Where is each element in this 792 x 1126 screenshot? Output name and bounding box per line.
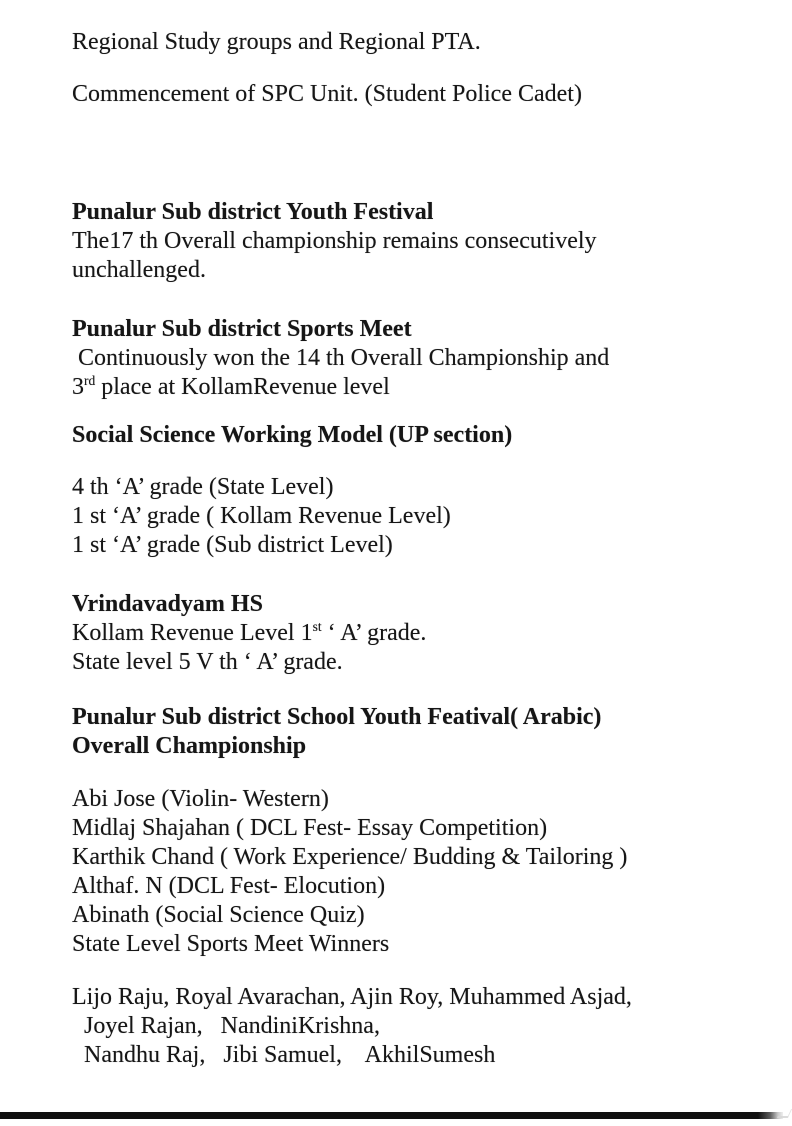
blank-line <box>72 109 762 198</box>
text-line: 1 st ‘A’ grade ( Kollam Revenue Level) <box>72 503 451 529</box>
text-line: 1 st ‘A’ grade (Sub district Level) <box>72 532 393 558</box>
ordinal-superscript: st <box>312 619 322 634</box>
bottom-border-bar <box>0 1112 783 1119</box>
text-line: State level 5 V th ‘ A’ grade. <box>72 649 343 675</box>
heading-line: Punalur Sub district Youth Festival <box>72 199 434 225</box>
text-line: Joyel Rajan, NandiniKrishna, <box>72 1013 380 1039</box>
text-line: Abi Jose (Violin- Western) <box>72 786 329 812</box>
heading-line: Vrindavadyam HS <box>72 591 263 617</box>
blank-line <box>72 402 762 421</box>
text-line: Lijo Raju, Royal Avarachan, Ajin Roy, Muhammed Asjad, <box>72 984 632 1010</box>
bottom-right-scan-mark <box>777 1109 792 1118</box>
text-line: Midlaj Shajahan ( DCL Fest- Essay Competition) <box>72 815 548 841</box>
heading-line: Punalur Sub district Sports Meet <box>72 316 412 342</box>
text-line: Regional Study groups and Regional PTA. <box>72 29 481 55</box>
text-line: Nandhu Raj, Jibi Samuel, AkhilSumesh <box>72 1042 496 1068</box>
text-line: Abinath (Social Science Quiz) <box>72 902 365 928</box>
text-line <box>72 619 762 648</box>
text-line: Commencement of SPC Unit. (Student Police Cadet) <box>72 81 582 107</box>
heading-line: Social Science Working Model (UP section) <box>72 422 513 448</box>
text-line <box>72 373 762 402</box>
text-line: Althaf. N (DCL Fest- Elocution) <box>72 873 386 899</box>
text-line: 4 th ‘A’ grade (State Level) <box>72 474 334 500</box>
text-segment: Kollam Revenue Level 1 <box>72 620 313 646</box>
text-segment: place at KollamRevenue level <box>95 374 390 400</box>
ordinal-superscript: rd <box>84 373 96 388</box>
blank-line <box>72 959 762 983</box>
text-line: State Level Sports Meet Winners <box>72 931 390 957</box>
blank-line <box>72 285 762 315</box>
heading-line: Punalur Sub district School Youth Featival( Arabic) <box>72 704 602 730</box>
text-line: unchallenged. <box>72 257 206 283</box>
blank-line <box>72 677 762 703</box>
text-line: Continuously won the 14 th Overall Championship and <box>72 345 610 371</box>
text-segment: ‘ A’ grade. <box>321 620 427 646</box>
blank-line <box>72 761 762 785</box>
blank-line <box>72 57 762 80</box>
text-block <box>72 28 762 1070</box>
text-line: Karthik Chand ( Work Experience/ Budding & Tailoring ) <box>72 844 628 870</box>
blank-line <box>72 450 762 473</box>
blank-line <box>72 560 762 590</box>
text-line: The17 th Overall championship remains consecutively <box>72 228 597 254</box>
text-segment: 3 <box>72 374 84 400</box>
heading-line: Overall Championship <box>72 733 307 759</box>
